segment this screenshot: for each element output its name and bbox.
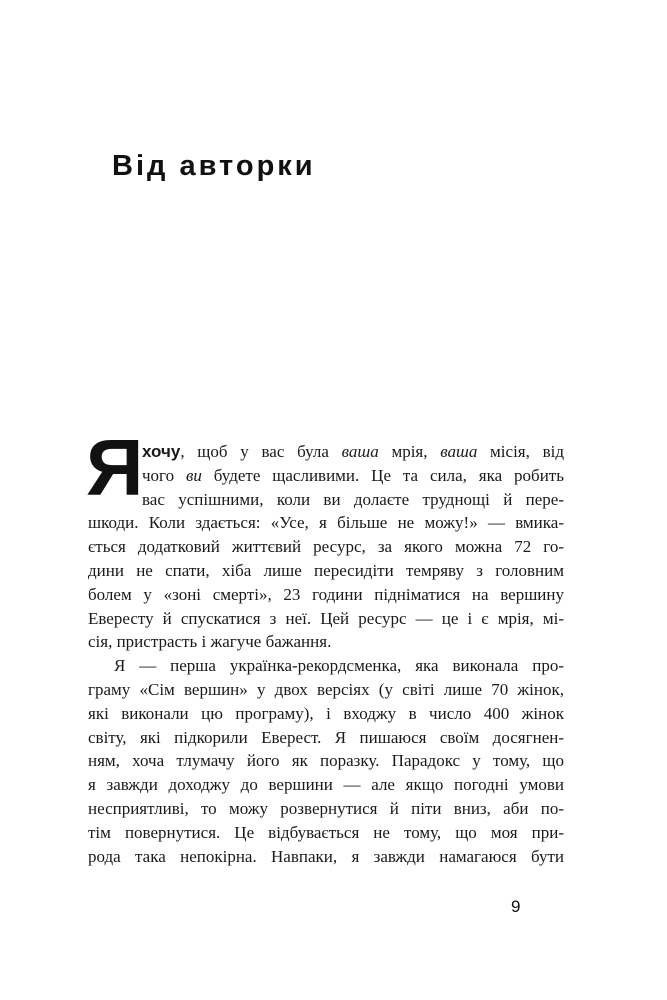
chapter-title: Від авторки [112,150,316,182]
paragraph-1-line-2 [88,464,564,488]
paragraph-2-line-3: які виконали цю програму), і входжу в число 400 жінок [88,703,564,723]
paragraph-2-line-8: тім повернутися. Це відбувається не тому, що моя при- [88,822,564,842]
page-number: 9 [511,897,521,916]
paragraph-2-line-7: несприятливі, то можу розвернутися й піти вниз, аби по- [88,798,564,818]
body-text [88,440,564,868]
paragraph-1-line-5: ється додатковий життєвий ресурс, за якого можна 72 го- [88,537,564,557]
text-run: мрія, [378,442,441,461]
emphasis: ваша [440,442,478,461]
text-run: місія, від [477,442,564,461]
paragraph-1-line-4: шкоди. Коли здається: «Усе, я більше не можу!» — вмика- [88,513,564,533]
paragraph-2-line-2: граму «Сім вершин» у двох версіях (у світі лише 70 жінок, [88,679,564,699]
paragraph-2-line-1: Я — перша українка-рекордсменка, яка виконала про- [114,656,564,676]
paragraph-1-line-8: Евересту й спускатися з неї. Цей ресурс — це і є мрія, мі- [88,608,564,628]
paragraph-1-line-6: дини не спати, хіба лише пересидіти темряву з головним [88,560,564,580]
paragraph-1-line-1 [88,440,564,464]
text-run: будете щасливими. Це та сила, яка робить [201,465,564,485]
paragraph-1-line-3: вас успішними, коли ви долаєте труднощі й пере- [142,489,564,509]
text-run: , щоб у вас була [180,442,342,461]
paragraph-2-line-9: рода така непокірна. Навпаки, я завжди намагаюся бути [88,846,564,866]
drop-cap-letter: Я [86,423,144,512]
paragraph-1-line-9: сія, пристрасть і жагуче бажання. [88,632,332,652]
emphasis: ви [186,465,202,485]
lead-word: хочу [142,442,181,461]
paragraph-2-line-6: я завжди доходжу до вершини — але якщо погодні умови [88,775,564,795]
paragraph-1-line-7: болем у «зоні смерті», 23 години підніматися на вершину [88,584,564,604]
paragraph-2-line-5: ням, хоча тлумачу його як поразку. Парадокс у тому, що [88,751,564,771]
text-run: чого [142,465,186,485]
emphasis: ваша [341,442,379,461]
paragraph-2-line-4: світу, які підкорили Еверест. Я пишаюся своїм досягнен- [88,727,564,747]
